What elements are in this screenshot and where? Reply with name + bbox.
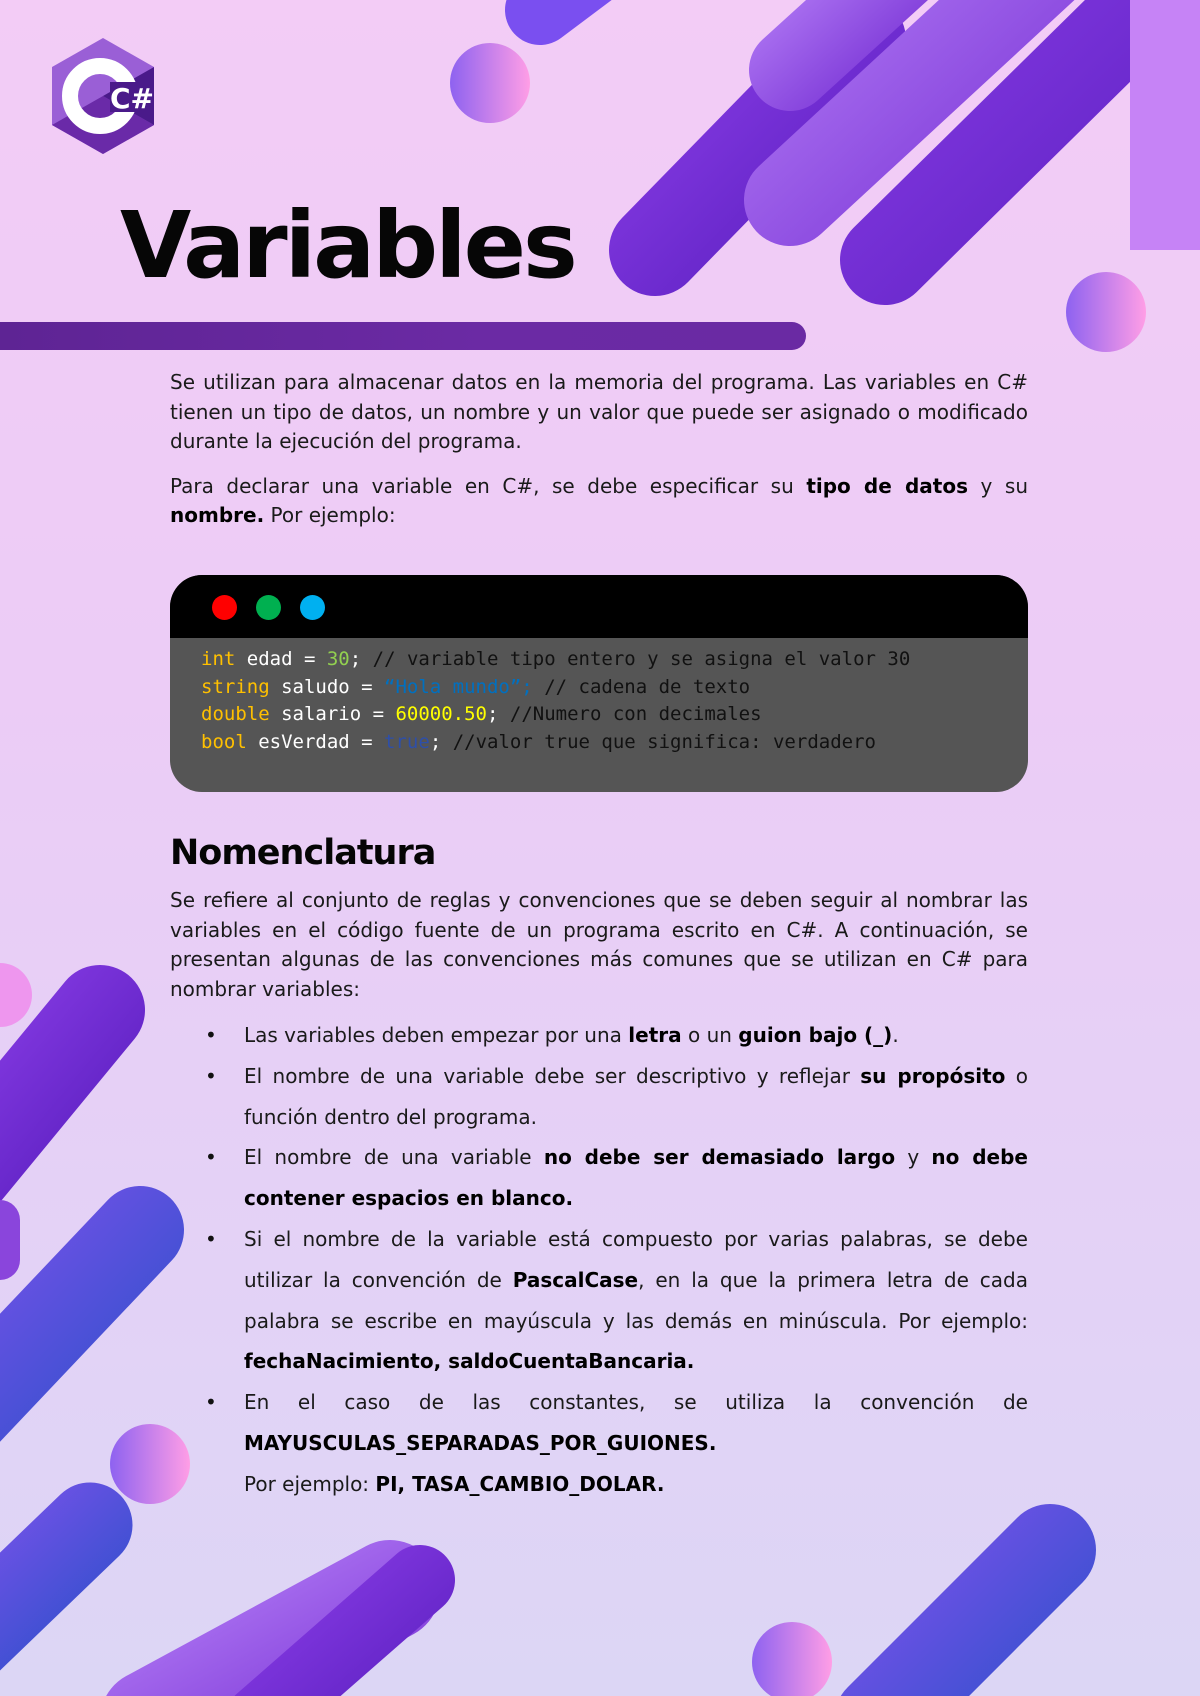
code-window-header xyxy=(170,575,1028,638)
title-underline-bar xyxy=(0,322,806,350)
page-title: Variables xyxy=(120,192,575,299)
list-item: • En el caso de las constantes, se utiliza la convención de MAYUSCULAS_SEPARADAS_POR_GUIONES. Por ejemplo: PI, TASA_CAMBIO_DOLAR. xyxy=(170,1382,1028,1504)
intro-paragraph: Se utilizan para almacenar datos en la memoria del programa. Las variables en C# tienen un tipo de datos, un nombre y un valor que puede ser asignado o modificado durante la ejecución del programa. xyxy=(170,370,1028,453)
list-item: • Si el nombre de la variable está compuesto por varias palabras, se debe utilizar la convención de PascalCase, en la que la primera letra de cada palabra se escribe en mayúscula y las demás en minúscula. Por ejemplo: fechaNacimiento, saldoCuentaBancaria. xyxy=(170,1219,1028,1382)
declaration-paragraph: Para declarar una variable en C#, se debe especificar su tipo de datos y su nombre. Por ejemplo: xyxy=(170,473,1028,527)
logo-text: C# xyxy=(109,82,155,115)
nomenclatura-heading: Nomenclatura xyxy=(170,833,436,873)
code-block xyxy=(170,638,1028,756)
nomenclatura-intro xyxy=(170,886,1028,1004)
maximize-dot-icon xyxy=(300,595,325,620)
minimize-dot-icon xyxy=(256,595,281,620)
code-line: string saludo = “Hola mundo”; // cadena de texto xyxy=(201,675,751,698)
code-line: bool esVerdad = true; //valor true que significa: verdadero xyxy=(201,730,876,753)
intro-section xyxy=(170,368,1028,531)
list-item: • El nombre de una variable debe ser descriptivo y reflejar su propósito o función dentro del programa. xyxy=(170,1056,1028,1138)
code-line: int edad = 30; // variable tipo entero y se asigna el valor 30 xyxy=(201,648,911,670)
nomenclatura-paragraph: Se refiere al conjunto de reglas y convenciones que se deben seguir al nombrar las variables en el código fuente de un programa escrito en C#. A continuación, se presentan algunas de las convenciones más comunes que se utilizan en C# para nombrar variables: xyxy=(170,888,1028,1001)
list-item: • Las variables deben empezar por una letra o un guion bajo (_). xyxy=(170,1015,1028,1056)
code-window xyxy=(170,575,1028,792)
csharp-logo-icon xyxy=(50,36,156,156)
code-line: double salario = 60000.50; //Numero con decimales xyxy=(201,703,762,725)
close-dot-icon xyxy=(212,595,237,620)
naming-rules-list xyxy=(170,1015,1028,1505)
list-item: • El nombre de una variable no debe ser demasiado largo y no debe contener espacios en blanco. xyxy=(170,1137,1028,1219)
